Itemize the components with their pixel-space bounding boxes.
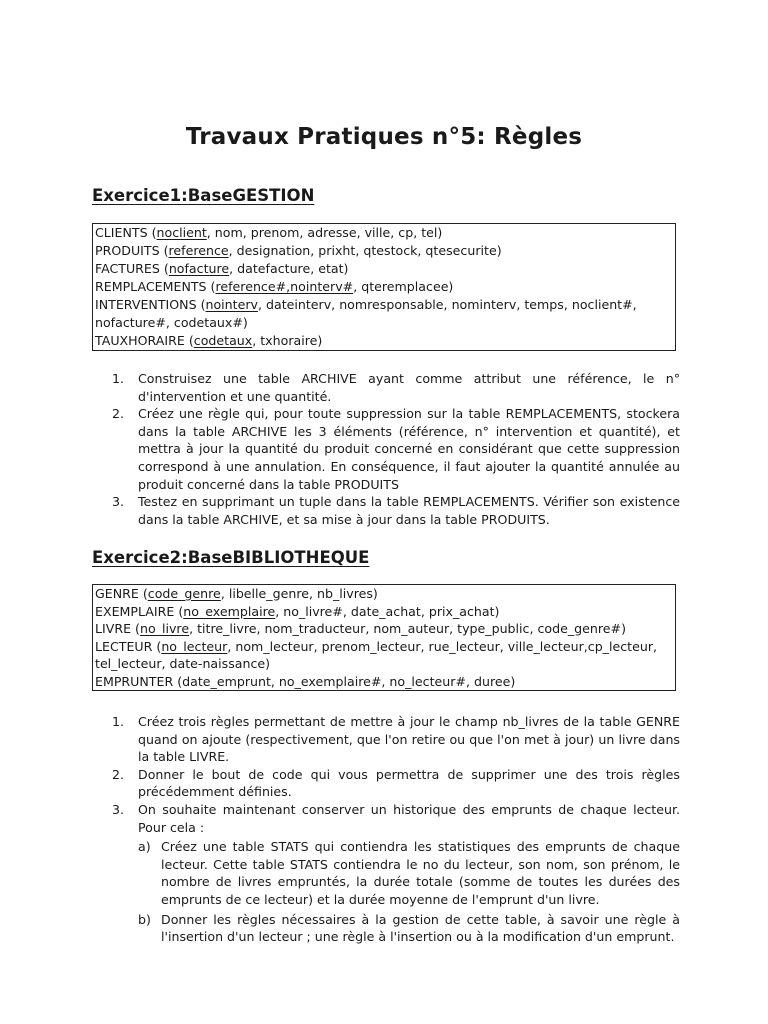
- exercise2-schema-box: [92, 584, 676, 691]
- schema-table-name: EMPRUNTER (date_emprunt, no_exemplaire#, no_lecteur#, duree): [95, 673, 516, 689]
- schema-primary-key: nointerv: [205, 297, 258, 312]
- schema-table-name: INTERVENTIONS (: [95, 297, 206, 312]
- list-number: 2.: [112, 406, 125, 422]
- sub-list-item: [138, 838, 680, 908]
- question-text: Créez trois règles permettant de mettre à jour le champ nb_livres de la table GENRE quand on ajoute (respectivement, que l'on retire ou que l'on met à jour) un livre dans la table LIVRE.: [138, 714, 680, 765]
- schema-line: [95, 332, 673, 350]
- list-item: [112, 766, 680, 801]
- exercise2-question-list: [112, 713, 680, 948]
- question-text: Construisez une table ARCHIVE ayant comme attribut une référence, le n° d'intervention et une quantité.: [138, 371, 680, 404]
- schema-table-name: PRODUITS (: [95, 243, 169, 258]
- schema-line: [95, 224, 673, 242]
- sub-list-letter: a): [138, 839, 151, 855]
- question-text: Créez une règle qui, pour toute suppression sur la table REMPLACEMENTS, stockera dans la table ARCHIVE les 3 éléments (référence, n° intervention et quantité), et mettra à jour la quantité du produit concerné en considérant que cette suppression correspond à une annulation. En conséquence, il faut ajouter la quantité annulée au produit concerné dans la table PRODUITS: [138, 406, 680, 492]
- schema-primary-key: no_exemplaire: [183, 603, 276, 619]
- schema-line: [95, 638, 673, 673]
- schema-table-name: FACTURES (: [95, 261, 169, 276]
- schema-primary-key: nofacture: [168, 261, 230, 276]
- sub-question-text: Créez une table STATS qui contiendra les statistiques des emprunts de chaque lecteur. Cette table STATS contiendra le no du lecteur, son nom, son prénom, le nombre de livres empruntés, la durée totale (somme de toutes les durées des emprunts de ce lecteur) et la durée moyenne de l'emprunt d'un livre.: [161, 839, 680, 907]
- schema-attributes: , no_livre#, date_achat, prix_achat): [275, 603, 500, 619]
- schema-attributes: , datefacture, etat): [229, 261, 349, 276]
- schema-table-name: TAUXHORAIRE (: [95, 333, 194, 348]
- schema-attributes: , qteremplacee): [353, 279, 454, 294]
- exercise2-heading: Exercice2:BaseBIBLIOTHEQUE: [92, 548, 370, 567]
- exercise1-question-list: [112, 370, 680, 528]
- list-item: [112, 801, 680, 946]
- schema-attributes: , dateinterv, nomresponsable, nominterv, temps, noclient#, nofacture#, codetaux#): [95, 297, 637, 330]
- schema-table-name: LECTEUR (: [95, 638, 162, 654]
- list-number: 1.: [112, 371, 125, 386]
- list-number: 2.: [112, 766, 125, 782]
- question-text: On souhaite maintenant conserver un historique des emprunts de chaque lecteur. Pour cela :: [138, 801, 680, 835]
- schema-line: [95, 603, 673, 621]
- schema-primary-key: no_livre: [139, 621, 190, 637]
- list-item: [112, 713, 680, 766]
- schema-line: [95, 673, 673, 691]
- schema-line: [95, 278, 673, 296]
- list-item: [112, 493, 680, 528]
- schema-line: [95, 296, 673, 332]
- schema-table-name: GENRE (: [95, 586, 148, 601]
- schema-line: [95, 620, 673, 638]
- list-number: 3.: [112, 801, 125, 817]
- schema-table-name: CLIENTS (: [95, 225, 157, 240]
- schema-attributes: , nom, prenom, adresse, ville, cp, tel): [206, 225, 443, 240]
- question-text: Testez en supprimant un tuple dans la table REMPLACEMENTS. Vérifier son existence dans la table ARCHIVE, et sa mise à jour dans la table PRODUITS.: [138, 494, 680, 527]
- schema-attributes: , titre_livre, nom_traducteur, nom_auteur, type_public, code_genre#): [189, 621, 626, 637]
- list-item: [112, 405, 680, 493]
- question-text: Donner le bout de code qui vous permettra de supprimer une des trois règles précédemment définies.: [138, 766, 680, 800]
- schema-table-name: LIVRE (: [95, 621, 140, 637]
- schema-table-name: EXEMPLAIRE (: [95, 603, 184, 619]
- schema-primary-key: reference: [168, 243, 229, 258]
- list-number: 3.: [112, 494, 125, 510]
- schema-primary-key: noclient: [156, 225, 207, 240]
- schema-table-name: REMPLACEMENTS (: [95, 279, 216, 294]
- page-title: Travaux Pratiques n°5: Règles: [185, 124, 583, 150]
- sub-list-item: [138, 911, 680, 946]
- schema-attributes: , nom_lecteur, prenom_lecteur, rue_lecteur, ville_lecteur,cp_lecteur, tel_lecteur, date-naissance): [95, 638, 658, 672]
- sub-list-letter: b): [138, 911, 151, 927]
- schema-primary-key: code_genre: [147, 586, 221, 601]
- schema-line: [95, 242, 673, 260]
- list-number: 1.: [112, 714, 125, 729]
- schema-attributes: , libelle_genre, nb_livres): [220, 586, 378, 601]
- schema-primary-key: codetaux: [193, 333, 253, 348]
- exercise1-heading: Exercice1:BaseGESTION: [92, 186, 315, 205]
- schema-primary-key: reference#,nointerv#: [215, 279, 354, 294]
- schema-attributes: , txhoraire): [252, 333, 323, 348]
- schema-line: [95, 585, 673, 603]
- sub-question-text: Donner les règles nécessaires à la gestion de cette table, à savoir une règle à l'insertion d'un lecteur ; une règle à l'insertion ou à la modification d'un emprunt.: [161, 911, 680, 945]
- sub-question-list: [138, 838, 680, 946]
- schema-attributes: , designation, prixht, qtestock, qtesecurite): [228, 243, 502, 258]
- list-item: [112, 370, 680, 405]
- exercise1-schema-box: [92, 223, 676, 351]
- schema-primary-key: no_lecteur: [161, 638, 228, 654]
- schema-line: [95, 260, 673, 278]
